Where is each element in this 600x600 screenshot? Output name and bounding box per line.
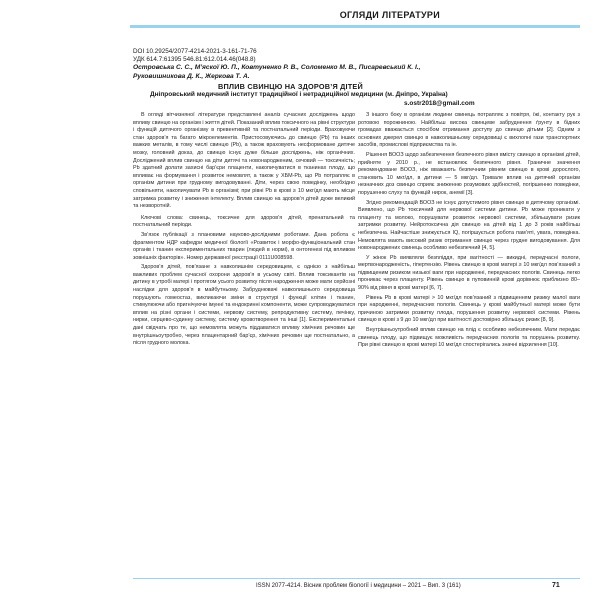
affiliation: Дніпровський медичний інститут традиційної і нетрадиційної медицини (м. Дніпро, Україна)	[150, 91, 448, 98]
doi-line: DOI 10.29254/2077-4214-2021-3-161-71-76	[133, 48, 257, 55]
section-title: ОГЛЯДИ ЛІТЕРАТУРИ	[339, 10, 440, 20]
header-divider	[130, 25, 580, 28]
page-number: 71	[552, 582, 560, 589]
body-paragraph-2: Рішення ВООЗ щодо забезпечення безпечного рівня вмісту свинцю в організмі дітей, прийняте у 2010 р., не встановлює безпечного рівня. Граничне значення рекомендоване ВООЗ, ніж вважають безпечним рівнем свинцю в крові дорослого, становить 10 мкг/дл, в дитини — 5 мкг/дл. Тривале вплив на дитячий організм незначних доз свинцю сприяє зниженню розумових здібностей, погіршенню поведінки, порушенню слуху та функцій нирок, анемії [3].	[358, 151, 580, 196]
footer-divider	[133, 578, 580, 579]
keywords: Ключові слова: свинець, токсичне для здоров’я дітей, пренатальний та постнатальний періоди.	[133, 214, 355, 229]
body-paragraph-5: Рівень Pb в крові матері > 10 мкг/дл пов’язаний з підвищенням ризику малої ваги при народженні, передчасних пологів. Свинець у крові майбутньої матері може бути причиною затримки розвитку плода, порушення розвитку нервової системи. Рівень свинцю в крові з 9 до 10 мкг/дл при вагітності достовірно збільшує ризик [8, 9].	[358, 294, 580, 324]
body-paragraph-4: У жінок Pb виявляли безпліддя, при вагітності — викидні, передчасні пологи, мертвонародженість, гіпертензію. Рівень свинцю в крові матері ≥ 10 мкг/дл пов’язаний з підвищеним ризиком низької ваги при народженні, передчасних пологів. Свинець легко проникає через плаценту. Рівень свинцю в пуповинній крові дорівнює приблизно 80–90% від рівня в крові матері [6, 7].	[358, 254, 580, 292]
body-paragraph-6: Внутрішньоутробний вплив свинцю на плід є особливо небезпечним. Мати передає свинець плоду, що підвищує можливість передчасних пологів та порушень розвитку. При рівні свинцю в крові матері 10 мкг/дл спостерігались значні відхилення [10].	[358, 327, 580, 349]
journal-footer: ISSN 2077-4214. Вісник проблем біології і медицини – 2021 – Вип. 3 (161)	[256, 583, 461, 589]
body-paragraph-3: Згідно рекомендацій ВООЗ не існує допустимого рівня свинцю в дитячому організмі. Виявлено, що Pb токсичний для нервової системи дитини. Pb може проникати у плаценту та молоко, порушувати розвиток нервової системи, збільшувати ризик затримки розвитку. Нейротоксична дія свинцю на дітей від 1 до 3 років найбільш небезпечна. Найчастіше знижується IQ, погіршується робота пам’яті, увага, поведінка. Немовлята мають високий ризик отримання свинцю через грудне вигодовування. Для новонароджених свинець особливо небезпечний [4, 5].	[358, 199, 580, 252]
authors: Островська С. С., М’яскої Ю. П., Ковтуненко Р. В., Соломенко М. В., Писаревський К. І., Руковишникова Д. К., Жеркова Т. А.	[133, 64, 421, 80]
abstract-text: В огляді вітчизняної літератури представлені аналіз сучасних досліджень щодо впливу свинцю на організм і життя дітей. Показаний вплив токсичного на рівні структури і функцій дитячого організму в превентивній та постнатальний періоди. Враховуючи стан здоров’я та багато мікроелементів. Пристосовуючись до свинцю (Pb) та інших важких металів, в тому числі свинцю (Pb), а також враховують несформоване дитяче мозку, головний доказ, до свинцю існує дуже більше досліджень, ніж органічних. Досліджений вплив свинцю на діти дитячі та новонародженим, сечовий — токсичність; Pb здатний долати захисні бар’єри плаценти, накопичуватися в тканинах плоду, що впливає на формування і розвиток немовлят, а також у ХБМ-Pb, що Pb потрапляє в організм дитини при грудному вигодовуванні. Діти, через свою поведінку, необхідно сповільняти, накопичувати Pb в організмі; при рівні Pb в крові ≥ 10 мкг/дл мають місце затримка розвитку і зниження інтелекту. Вплив свинцю на здоров’я дітей дуже великий та незворотній.	[133, 112, 355, 210]
intro-paragraph: Зв’язок публікації з плановими науково-дослідними роботами. Дана робота є фрагментом НДР кафедри медичної біології «Розвиток і морфо-функціональний стан органів і тканин експериментальних тварин (людей в нормі), в онтогенезі під впливом зовнішніх факторів». Номер державної реєстрації 0111U008598.	[133, 231, 355, 261]
body-paragraph-1: З іншого боку в організм людини свинець потрапляє з повітря, їжі, контакту рук з ротовою порожниною. Найбільш висока свинцеве забруднення ґрунту в бідних громадах вважається спосібом отримання доступу до свинцю дітьми [2]. Одним з основних джерел свинцю в навколишньому середовищі є вихлопні гази транспортних засобів, промислові підприємства та ін.	[358, 112, 580, 149]
article-title: ВПЛИВ СВИНЦЮ НА ЗДОРОВ’Я ДІТЕЙ	[218, 82, 363, 91]
intro-paragraph-2: Здоров’я дітей, пов’язане з навколишнім середовищем, є однією з найбільш важливих проблем сучасної охорони здоров’я в усьому світі. Вплив токсикантів на дитину в утробі матері і протягом усього розвитку після народження може мати серйозні наслідки для здоров’я в майбутньому. Забруднювачі навколишнього середовища порушують гомеостаз, викликаючи зміни в структурі і функції клітин і тканин, стимулюючи або пригнічуючи імунні та ендокринні компоненти, може супроводжуватися вплив на різні органи і системи, нервову систему, репродуктивну систему, печінку, нирки, серцево-судинну систему, систему кровотворення та інші [1]. Експериментальні дані свідчать про те, що немовлята можуть піддаватися впливу хімічних речовин ще внутрішньоутробно, через плацентарний бар’єр, хімічних речовин ще постнатально, а після грудного молока.	[133, 264, 355, 347]
author-email: s.ostr2018@gmail.com	[404, 100, 475, 107]
right-column	[358, 112, 580, 352]
section-header	[130, 6, 580, 24]
udc-line: УДК 614.7:61395 546.81:612.014.46(048.8)	[133, 56, 256, 63]
left-column	[133, 112, 355, 350]
